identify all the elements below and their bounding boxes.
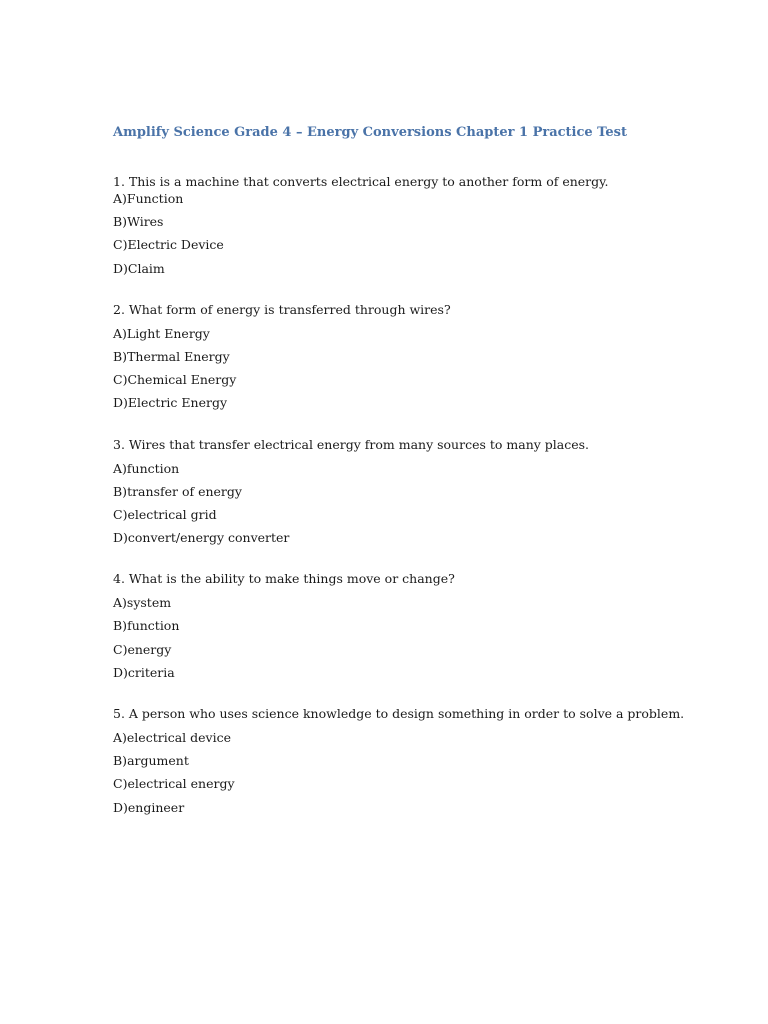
answer-options xyxy=(113,726,733,819)
question-text: 1. This is a machine that converts electrical energy to another form of energy. xyxy=(113,174,609,189)
question-2 xyxy=(113,302,733,415)
answer-option: B)transfer of energy xyxy=(113,483,242,499)
answer-option: A)system xyxy=(113,595,172,611)
answer-options xyxy=(113,187,733,280)
answer-option: D)Electric Energy xyxy=(113,395,228,411)
answer-option: D)Claim xyxy=(113,260,165,276)
answer-option: D)convert/energy converter xyxy=(113,530,290,546)
question-text: 4. What is the ability to make things move or change? xyxy=(113,571,455,587)
question-3 xyxy=(113,437,733,550)
answer-option: C)electrical energy xyxy=(113,776,235,792)
answer-option: C)energy xyxy=(113,641,172,657)
document-title: Amplify Science Grade 4 – Energy Conversions Chapter 1 Practice Test xyxy=(113,125,627,140)
answer-option: A)function xyxy=(113,460,180,476)
question-5 xyxy=(113,706,733,819)
answer-option: D)engineer xyxy=(113,799,185,815)
question-text: 3. Wires that transfer electrical energy from many sources to many places. xyxy=(113,436,590,452)
question-4 xyxy=(113,571,733,684)
question-1 xyxy=(113,174,733,280)
answer-option: B)argument xyxy=(113,753,189,769)
answer-option: C)electrical grid xyxy=(113,506,217,522)
answer-option: B)Wires xyxy=(113,214,164,230)
answer-options xyxy=(113,457,733,550)
answer-option: A)electrical device xyxy=(113,730,231,745)
answer-options xyxy=(113,322,733,415)
answer-option: B)Thermal Energy xyxy=(113,348,230,364)
answer-option: B)function xyxy=(113,618,180,634)
answer-option: A)Function xyxy=(113,191,184,206)
question-text: 2. What form of energy is transferred through wires? xyxy=(113,301,451,317)
document-page xyxy=(113,124,733,819)
answer-option: D)criteria xyxy=(113,664,175,680)
answer-option: C)Chemical Energy xyxy=(113,372,237,388)
answer-option: C)Electric Device xyxy=(113,237,224,253)
answer-options xyxy=(113,591,733,684)
question-text: 5. A person who uses science knowledge to design something in order to solve a problem. xyxy=(113,706,685,721)
answer-option: A)Light Energy xyxy=(113,325,210,341)
